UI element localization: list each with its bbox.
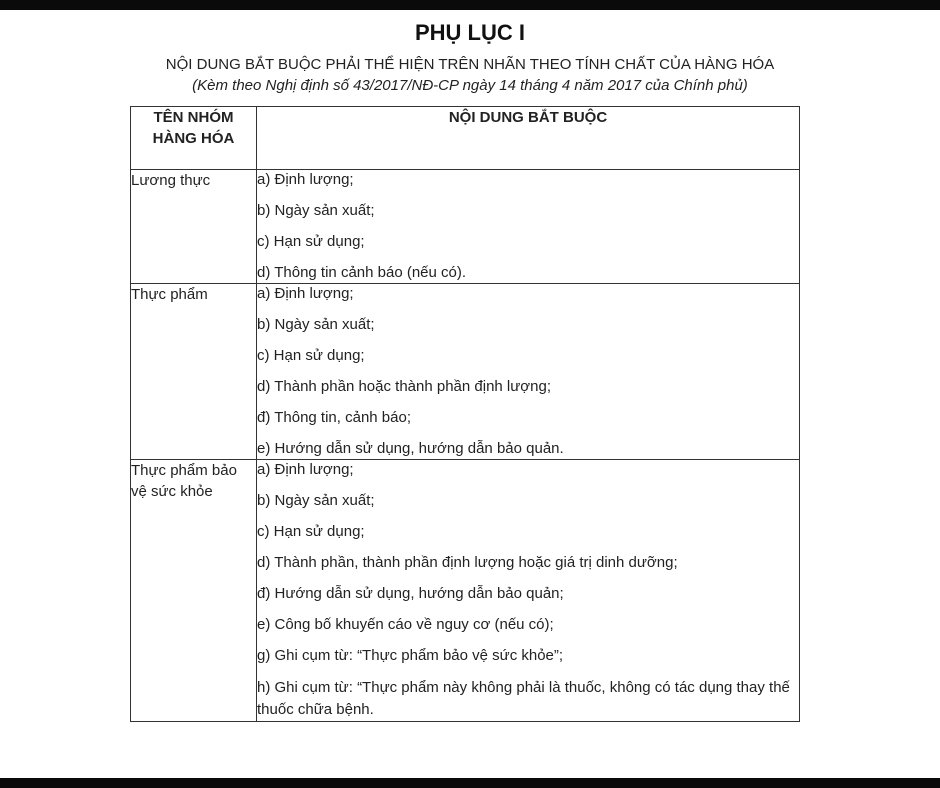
list-item: c) Hạn sử dụng; (257, 233, 365, 250)
list-item: a) Định lượng; (257, 171, 354, 188)
group-name: Lương thực (131, 170, 257, 284)
table-row (131, 460, 800, 722)
column-header-group-name: TÊN NHÓM HÀNG HÓA (131, 107, 257, 170)
list-item: d) Thành phần, thành phần định lượng hoặc giá trị dinh dưỡng; (257, 554, 678, 571)
page-title: PHỤ LỤC I (415, 20, 525, 45)
group-items (257, 460, 800, 722)
table-row (131, 284, 800, 460)
list-item: h) Ghi cụm từ: “Thực phẩm này không phải là thuốc, không có tác dụng thay thế thuốc chữa bệnh. (257, 679, 790, 718)
list-item: e) Hướng dẫn sử dụng, hướng dẫn bảo quản. (257, 440, 564, 457)
list-item: c) Hạn sử dụng; (257, 523, 365, 540)
list-item: e) Công bố khuyến cáo về nguy cơ (nếu có); (257, 616, 554, 633)
column-header-content: NỘI DUNG BẮT BUỘC (257, 107, 800, 170)
bottom-border-bar (0, 778, 940, 788)
list-item: b) Ngày sản xuất; (257, 202, 375, 219)
decree-note: (Kèm theo Nghị định số 43/2017/NĐ-CP ngày 14 tháng 4 năm 2017 của Chính phủ) (192, 77, 748, 94)
list-item: b) Ngày sản xuất; (257, 316, 375, 333)
list-item: b) Ngày sản xuất; (257, 492, 375, 509)
list-item: c) Hạn sử dụng; (257, 347, 365, 364)
table-row (131, 170, 800, 284)
list-item: d) Thành phần hoặc thành phần định lượng; (257, 378, 551, 395)
group-name: Thực phẩm bảo vệ sức khỏe (131, 460, 257, 722)
group-items (257, 284, 800, 460)
table-header-row (131, 107, 800, 170)
list-item: d) Thông tin cảnh báo (nếu có). (257, 264, 467, 281)
list-item: đ) Hướng dẫn sử dụng, hướng dẫn bảo quản; (257, 585, 564, 602)
list-item: đ) Thông tin, cảnh báo; (257, 409, 411, 426)
group-items (257, 170, 800, 284)
list-item: a) Định lượng; (257, 285, 354, 302)
group-name: Thực phẩm (131, 284, 257, 460)
list-item: a) Định lượng; (257, 461, 354, 478)
list-item: g) Ghi cụm từ: “Thực phẩm bảo vệ sức khỏe”; (257, 647, 564, 664)
page-subtitle: NỘI DUNG BẮT BUỘC PHẢI THỂ HIỆN TRÊN NHÃN THEO TÍNH CHẤT CỦA HÀNG HÓA (165, 56, 775, 73)
requirements-table (130, 106, 800, 722)
top-border-bar (0, 0, 940, 10)
